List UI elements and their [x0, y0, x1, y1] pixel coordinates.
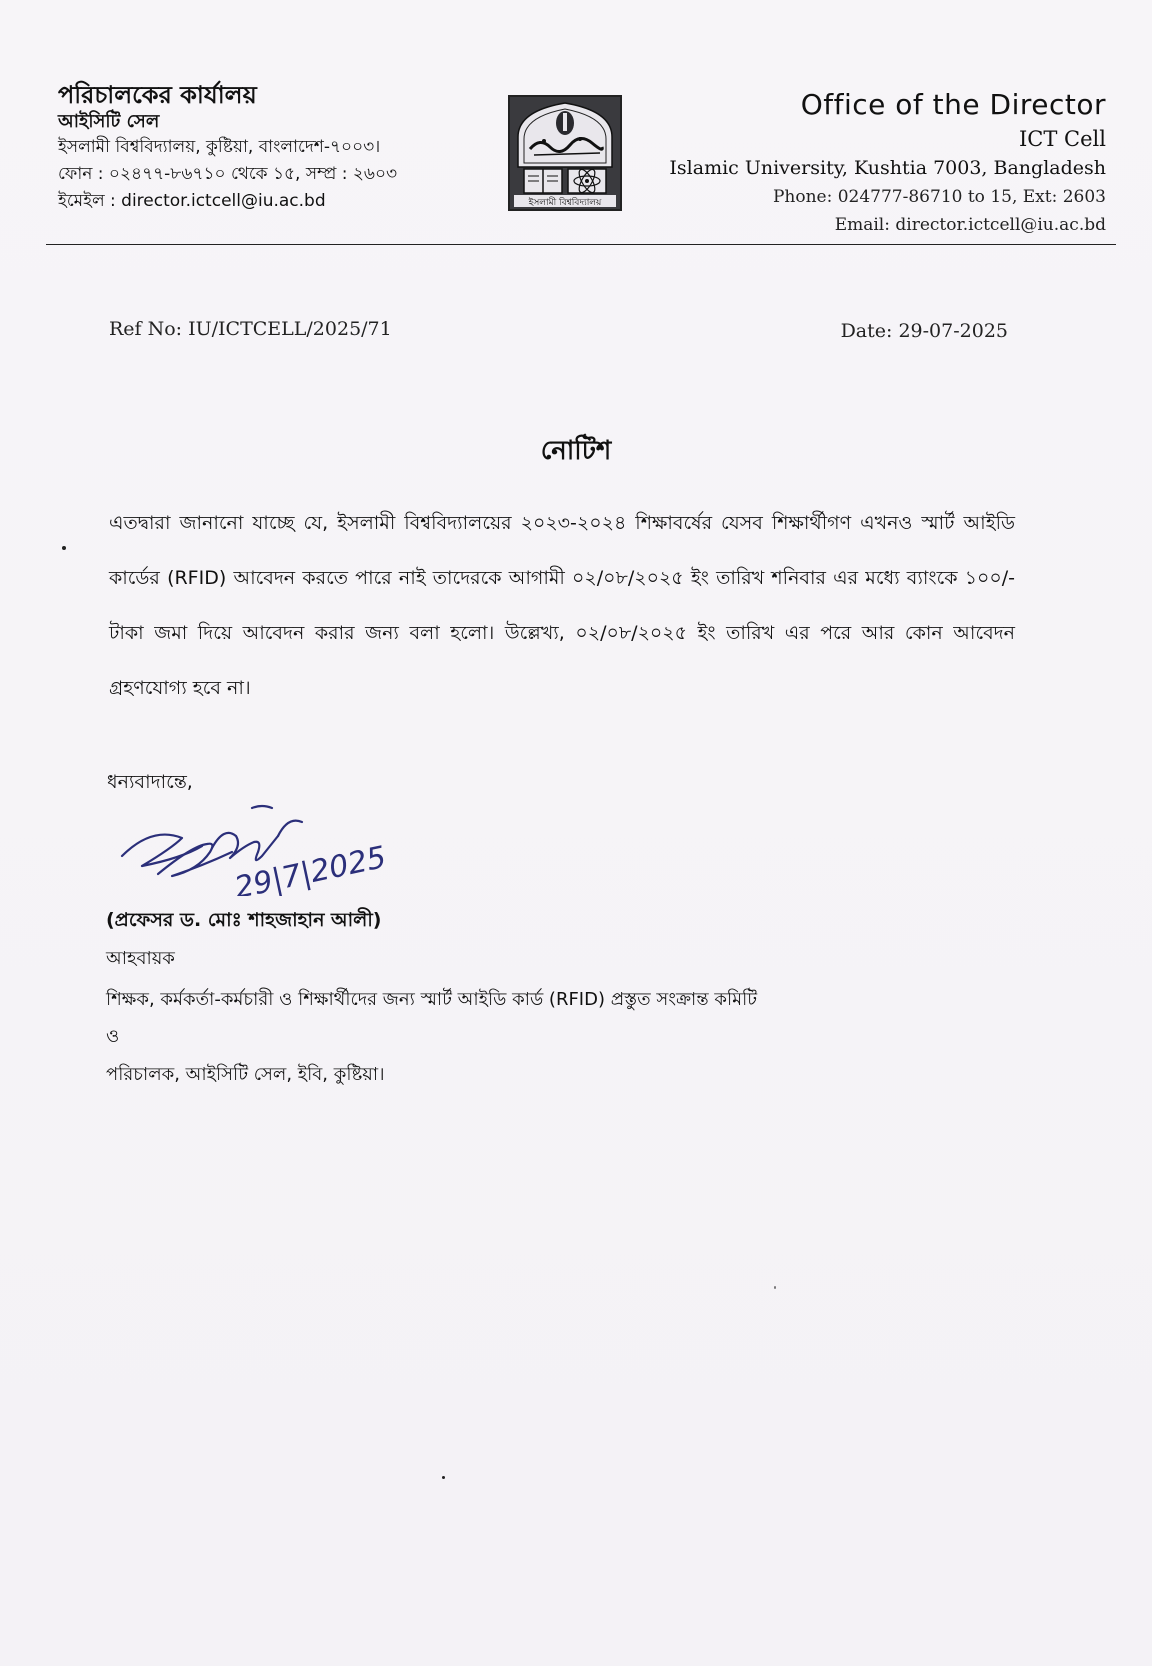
university-seal-icon [510, 97, 620, 209]
handwritten-signature [112, 786, 462, 896]
signature-icon [112, 786, 462, 896]
header-english [636, 86, 1106, 239]
bn-address: ইসলামী বিশ্ববিদ্যালয়, কুষ্টিয়া, বাংলাদেশ-৭০০৩। [58, 137, 381, 157]
closing-thanks: ধন্যবাদান্তে, [107, 771, 193, 793]
logo-caption: ইসলামী বিশ্ববিদ্যালয় [528, 198, 602, 208]
signatory-director: পরিচালক, আইসিটি সেল, ইবি, কুষ্টিয়া। [106, 1064, 385, 1085]
signature-date: 29|7|2025 [231, 839, 390, 896]
signatory-name: (প্রফেসর ড. মোঃ শাহজাহান আলী) [106, 909, 382, 931]
notice-body: এতদ্বারা জানানো যাচ্ছে যে, ইসলামী বিশ্ববিদ্যালয়ের ২০২৩-২০২৪ শিক্ষাবর্ষের যেসব শিক্ষার্থীগণ এখনও স্মার্ট আইডি কার্ডের (RFID) আবেদন করতে পারে নাই তাদেরকে আগামী ০২/০৮/২০২৫ ইং তারিখ শনিবার এর মধ্যে ব্যাংকে ১০০/- টাকা জমা দিয়ে আবেদন করার জন্য বলা হলো। উল্লেখ্য, ০২/০৮/২০২৫ ইং তারিখ এর পরে আর কোন আবেদন গ্রহণযোগ্য হবে না। [109, 512, 1015, 699]
signatory-committee: শিক্ষক, কর্মকর্তা-কর্মচারী ও শিক্ষার্থীদের জন্য স্মার্ট আইডি কার্ড (RFID) প্রস্তুত সংক্রান্ত কমিটি [106, 989, 758, 1010]
scan-speck [774, 1286, 776, 1289]
bn-email: ইমেইল : director.ictcell@iu.ac.bd [58, 191, 326, 211]
signatory-and: ও [106, 1026, 120, 1047]
en-address: Islamic University, Kushtia 7003, Bangladesh [669, 157, 1106, 179]
scan-speck [442, 1476, 445, 1479]
en-ict-cell: ICT Cell [1019, 127, 1106, 151]
university-logo [508, 95, 622, 211]
reference-number: Ref No: IU/ICTCELL/2025/71 [109, 318, 392, 340]
en-office-title: Office of the Director [800, 88, 1106, 121]
en-email: Email: director.ictcell@iu.ac.bd [834, 215, 1106, 235]
bn-phone: ফোন : ০২৪৭৭-৮৬৭১০ থেকে ১৫, সম্প্র : ২৬০৩ [58, 164, 398, 184]
notice-date: Date: 29-07-2025 [840, 320, 1008, 342]
header-bengali [58, 80, 498, 215]
en-phone: Phone: 024777-86710 to 15, Ext: 2603 [772, 187, 1106, 207]
header-divider [46, 244, 1116, 245]
scan-speck [62, 546, 66, 550]
bn-office-title: পরিচালকের কার্যালয় [58, 81, 257, 109]
notice-title: নোটিশ [540, 436, 612, 466]
signatory-role: আহবায়ক [106, 948, 175, 969]
bn-ict-cell: আইসিটি সেল [58, 111, 160, 132]
